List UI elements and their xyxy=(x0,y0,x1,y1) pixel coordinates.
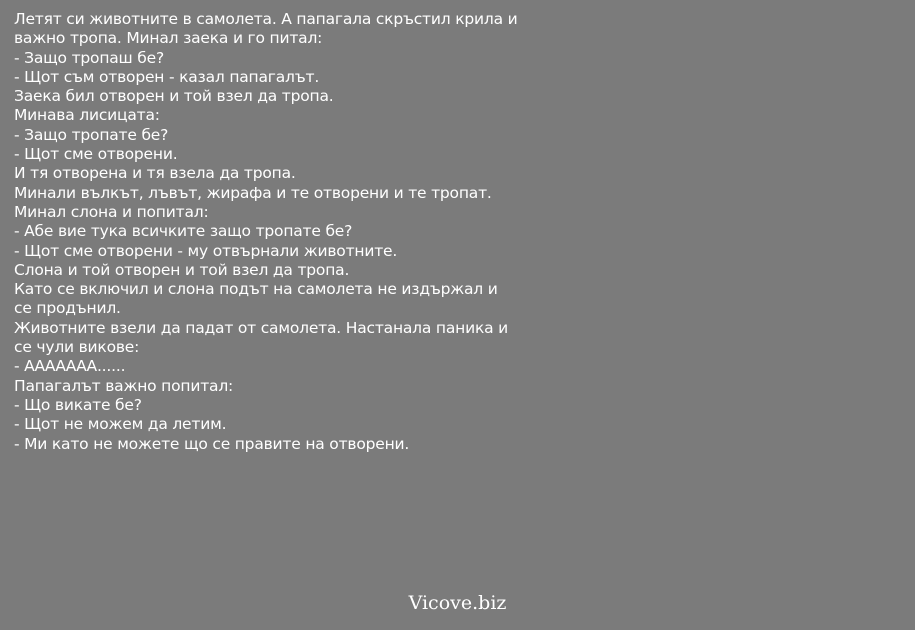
joke-line: Летят си животните в самолета. А папагала скръстил крила и xyxy=(14,10,518,28)
joke-line: - Ми като не можете що се правите на отворени. xyxy=(14,434,410,453)
joke-line: - Щот сме отворени - му отвърнали животните. xyxy=(14,241,398,260)
joke-line: Минали вълкът, лъвът, жирафа и те отворени и те тропат. xyxy=(14,183,492,202)
joke-line: - Защо тропате бе? xyxy=(14,125,169,144)
joke-line: - Щот не можем да летим. xyxy=(14,415,227,434)
joke-text xyxy=(14,10,894,454)
joke-line: се продънил. xyxy=(14,299,121,318)
joke-line: се чули викове: xyxy=(14,338,140,357)
site-watermark: Vicove.biz xyxy=(408,592,507,614)
joke-line: - Що викате бе? xyxy=(14,395,142,414)
joke-line: - Защо тропаш бе? xyxy=(14,48,164,67)
joke-line: Папагалът важно попитал: xyxy=(14,376,234,395)
joke-line: важно тропа. Минал заека и го питал: xyxy=(14,29,323,48)
joke-line: - ААААААА...... xyxy=(14,357,126,376)
joke-line: Заека бил отворен и той взел да тропа. xyxy=(14,87,334,106)
joke-line: Минал слона и попитал: xyxy=(14,202,209,221)
joke-line: И тя отворена и тя взела да тропа. xyxy=(14,164,296,183)
joke-line: Слона и той отворен и той взел да тропа. xyxy=(14,260,350,279)
joke-line: Като се включил и слона подът на самолета не издържал и xyxy=(14,280,498,299)
joke-line: - Щот сме отворени. xyxy=(14,145,178,164)
joke-line: Минава лисицата: xyxy=(14,106,160,125)
joke-line: Животните взели да падат от самолета. Настанала паника и xyxy=(14,318,509,337)
joke-line: - Абе вие тука всичките защо тропате бе? xyxy=(14,222,353,241)
joke-line: - Щот съм отворен - казал папагалът. xyxy=(14,67,320,86)
